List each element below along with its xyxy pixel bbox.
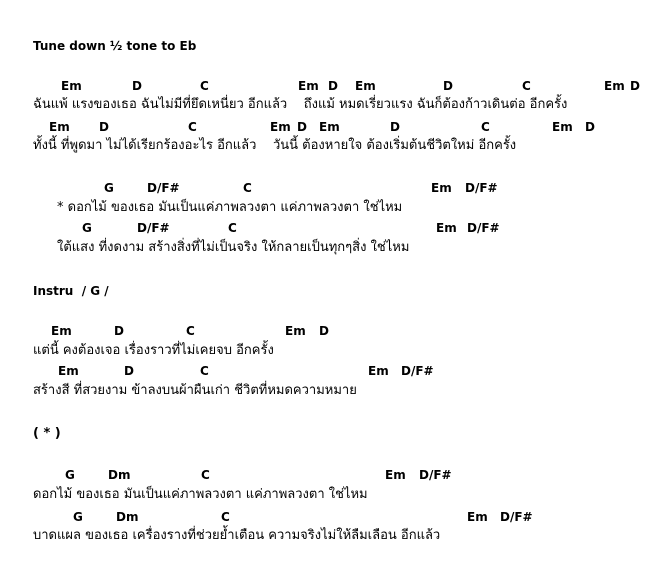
- chord-label: Em: [355, 79, 376, 93]
- chord-label: G: [65, 468, 75, 482]
- chord-label: C: [188, 120, 197, 134]
- chord-label: Dm: [108, 468, 131, 482]
- chord-label: C: [481, 120, 490, 134]
- chord-label: D: [132, 79, 142, 93]
- chord-label: D: [114, 324, 124, 338]
- chord-label: D/F#: [137, 221, 170, 235]
- chord-label: D/F#: [467, 221, 500, 235]
- chord-label: C: [522, 79, 531, 93]
- tuning-note: Tune down ½ tone to Eb: [33, 39, 197, 53]
- chord-label: D: [328, 79, 338, 93]
- lyric-line: ฉันแพ้ แรงของเธอ ฉันไม่มีที่ยึดเหนี่ยว อีกแล้ว ถึงแม้ หมดเรี่ยวแรง ฉันก็ต้องก้าวเดินต่อ อีกครั้ง: [33, 97, 568, 112]
- chord-label: D: [297, 120, 307, 134]
- chord-label: C: [186, 324, 195, 338]
- chord-label: Em: [385, 468, 406, 482]
- chord-label: C: [228, 221, 237, 235]
- chord-label: Em: [49, 120, 70, 134]
- lyric-line: บาดแผล ของเธอ เครื่องรางที่ช่วยย้ำเตือน ความจริงไม่ให้ลืมเลือน อีกแล้ว: [33, 528, 441, 543]
- instrumental-label: Instru / G /: [33, 284, 109, 298]
- chord-label: G: [104, 181, 114, 195]
- chord-label: D: [390, 120, 400, 134]
- chord-label: Em: [431, 181, 452, 195]
- lyric-line: ดอกไม้ ของเธอ มันเป็นแค่ภาพลวงตา แค่ภาพลวงตา ใช่ไหม: [33, 487, 368, 502]
- chord-label: G: [73, 510, 83, 524]
- chord-label: D: [319, 324, 329, 338]
- chord-label: C: [221, 510, 230, 524]
- chord-label: Em: [51, 324, 72, 338]
- chord-label: Em: [368, 364, 389, 378]
- lyric-line: ใต้แสง ที่งดงาม สร้างสิ่งที่ไม่เป็นจริง ให้กลายเป็นทุกๆสิ่ง ใช่ไหม: [57, 240, 410, 255]
- chord-label: D: [124, 364, 134, 378]
- chord-label: D/F#: [465, 181, 498, 195]
- chord-label: Em: [298, 79, 319, 93]
- chord-label: D/F#: [500, 510, 533, 524]
- chord-label: C: [200, 364, 209, 378]
- chord-label: Em: [58, 364, 79, 378]
- chord-label: C: [201, 468, 210, 482]
- chord-label: D: [585, 120, 595, 134]
- chord-label: Em: [319, 120, 340, 134]
- lyric-line: สร้างสี ที่สวยงาม ข้าลงบนผ้าผืนเก่า ชีวิตที่หมดความหมาย: [33, 383, 357, 398]
- chord-label: Em: [552, 120, 573, 134]
- repeat-marker: ( * ): [33, 426, 61, 441]
- chord-label: D: [99, 120, 109, 134]
- chord-label: Dm: [116, 510, 139, 524]
- chord-label: D/F#: [147, 181, 180, 195]
- chord-label: D/F#: [419, 468, 452, 482]
- chord-label: D: [443, 79, 453, 93]
- lyric-line: ทั้งนี้ ที่พูดมา ไม่ได้เรียกร้องอะไร อีกแล้ว วันนี้ ต้องหายใจ ต้องเริ่มต้นชีวิตใหม่ อีกครั้ง: [33, 138, 517, 153]
- chord-label: Em: [604, 79, 625, 93]
- chord-label: C: [243, 181, 252, 195]
- chord-label: D/F#: [401, 364, 434, 378]
- chord-label: C: [200, 79, 209, 93]
- chord-label: Em: [285, 324, 306, 338]
- chord-label: Em: [61, 79, 82, 93]
- chord-label: G: [82, 221, 92, 235]
- lyric-line: แต่นี้ คงต้องเจอ เรื่องราวที่ไม่เคยจบ อีกครั้ง: [33, 343, 274, 358]
- lyric-line: * ดอกไม้ ของเธอ มันเป็นแค่ภาพลวงตา แค่ภาพลวงตา ใช่ไหม: [57, 200, 403, 215]
- chord-label: Em: [436, 221, 457, 235]
- chord-label: D: [630, 79, 640, 93]
- chord-label: Em: [270, 120, 291, 134]
- chord-label: Em: [467, 510, 488, 524]
